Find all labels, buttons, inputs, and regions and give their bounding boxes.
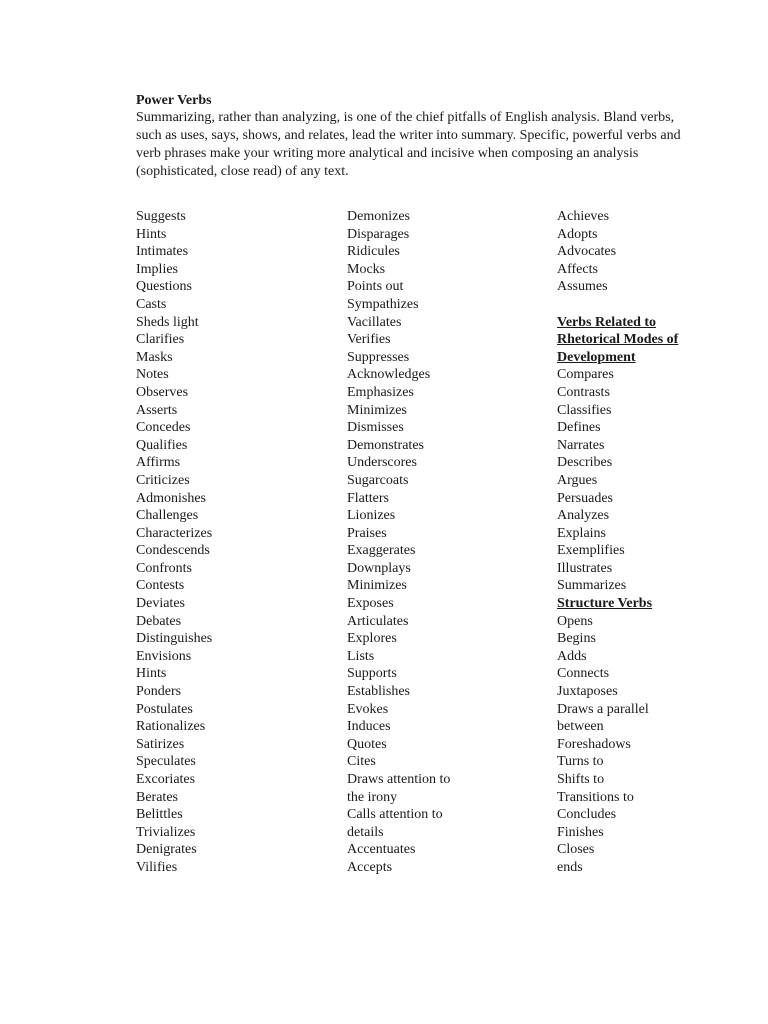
verb-item: Illustrates — [557, 560, 613, 576]
verb-column-2 — [347, 208, 547, 877]
verb-item: Concludes — [557, 807, 617, 823]
verb-item: Contrasts — [557, 384, 610, 400]
verb-item: Opens — [557, 613, 593, 629]
verb-item: Advocates — [557, 244, 617, 260]
verb-column-1 — [136, 208, 336, 877]
verb-column-3 — [557, 208, 707, 877]
verb-item: Observes — [136, 384, 189, 400]
verb-item: Underscores — [347, 455, 417, 471]
verb-item: Excoriates — [136, 772, 196, 787]
verb-item: Contests — [136, 578, 185, 594]
verb-item: Transitions to — [557, 789, 634, 805]
intro-paragraph — [136, 109, 684, 181]
verb-item: Connects — [557, 666, 610, 682]
verb-item: Points out — [347, 279, 404, 295]
verb-item: Classifies — [557, 402, 612, 418]
verb-item: Envisions — [136, 648, 192, 664]
verb-item: Satirizes — [136, 736, 185, 752]
verb-item: Exemplifies — [557, 543, 625, 559]
verb-item: Sugarcoats — [347, 472, 409, 488]
verb-item: Condescends — [136, 543, 210, 559]
verb-item: Belittles — [136, 807, 183, 823]
verb-item: Qualifies — [136, 437, 188, 453]
verb-item: Achieves — [557, 209, 610, 224]
verb-item: Summarizes — [557, 578, 627, 594]
verb-item: Affirms — [136, 455, 181, 471]
verb-item: Analyzes — [557, 508, 610, 524]
verb-item: Masks — [136, 349, 173, 365]
verb-item: Verifies — [347, 332, 391, 348]
verb-item: Explores — [347, 631, 397, 647]
verb-item: Denigrates — [136, 842, 197, 858]
verb-item: Evokes — [347, 701, 389, 717]
verb-item: Vilifies — [136, 859, 178, 875]
verb-item: Sympathizes — [347, 296, 419, 312]
verb-item: Characterizes — [136, 525, 213, 541]
verb-item: Establishes — [347, 684, 410, 700]
verb-item: Minimizes — [347, 578, 407, 594]
verb-item: Adds — [557, 648, 587, 664]
verb-item: Postulates — [136, 701, 193, 717]
verb-item: details — [347, 824, 384, 840]
verb-item: Begins — [557, 631, 596, 647]
verb-item: Debates — [136, 613, 182, 629]
verb-item: Clarifies — [136, 332, 185, 348]
verb-item: Accepts — [347, 859, 393, 875]
verb-item: Deviates — [136, 596, 185, 612]
spacer — [557, 296, 707, 314]
verb-item: Juxtaposes — [557, 684, 618, 700]
verb-item: Asserts — [136, 402, 178, 418]
verb-item: Adopts — [557, 226, 598, 242]
verb-item: Downplays — [347, 560, 411, 576]
verb-item: Dismisses — [347, 420, 404, 436]
section-heading-rhetorical-modes: Development — [557, 349, 636, 365]
verb-item: Criticizes — [136, 472, 190, 488]
verb-item: Persuades — [557, 490, 613, 506]
verb-item: Intimates — [136, 244, 189, 260]
verb-item: Implies — [136, 261, 178, 277]
verb-item: Admonishes — [136, 490, 206, 506]
verb-item: Exaggerates — [347, 543, 416, 559]
section-heading-rhetorical-modes: Rhetorical Modes of — [557, 332, 679, 348]
section-heading-rhetorical-modes: Verbs Related to — [557, 314, 657, 330]
verb-item: Articulates — [347, 613, 409, 629]
verb-item: Lists — [347, 648, 375, 664]
intro-line: such as uses, says, shows, and relates, lead the writer into summary. Specific, powerful verbs and — [136, 128, 681, 143]
section-heading-structure-verbs: Structure Verbs — [557, 596, 653, 612]
verb-item: Finishes — [557, 824, 604, 840]
verb-item: Praises — [347, 525, 387, 541]
verb-item: Casts — [136, 296, 167, 312]
verb-item: Minimizes — [347, 402, 407, 418]
verb-item: Notes — [136, 367, 169, 383]
verb-item: Confronts — [136, 560, 192, 576]
verb-item: Calls attention to — [347, 807, 443, 823]
verb-item: Demonizes — [347, 209, 410, 224]
verb-item: between — [557, 719, 604, 735]
verb-item: Disparages — [347, 226, 410, 242]
verb-item: Lionizes — [347, 508, 396, 524]
verb-item: Suggests — [136, 209, 186, 224]
verb-item: Supports — [347, 666, 397, 682]
verb-item: Rationalizes — [136, 719, 206, 735]
verb-item: Draws attention to — [347, 772, 451, 787]
verb-item: Hints — [136, 226, 167, 242]
verb-item: Hints — [136, 666, 167, 682]
verb-item: Mocks — [347, 261, 386, 277]
verb-item: Defines — [557, 420, 601, 436]
verb-item: Emphasizes — [347, 384, 414, 400]
verb-item: Exposes — [347, 596, 394, 612]
verb-item: Ridicules — [347, 244, 400, 260]
intro-line: Summarizing, rather than analyzing, is one of the chief pitfalls of English analysis. Bland verbs, — [136, 110, 675, 125]
verb-item: Speculates — [136, 754, 196, 770]
verb-item: Argues — [557, 472, 598, 488]
verb-item: Induces — [347, 719, 391, 735]
verb-item: Closes — [557, 842, 595, 858]
verb-item: Explains — [557, 525, 606, 541]
verb-item: Describes — [557, 455, 613, 471]
intro-line: verb phrases make your writing more analytical and incisive when composing an analysis — [136, 146, 639, 161]
verb-item: Vacillates — [347, 314, 402, 330]
verb-item: Challenges — [136, 508, 199, 524]
verb-item: Distinguishes — [136, 631, 213, 647]
verb-item: Assumes — [557, 279, 608, 295]
verb-item: Draws a parallel — [557, 701, 649, 717]
verb-item: Narrates — [557, 437, 605, 453]
verb-item: Trivializes — [136, 824, 196, 840]
verb-item: Flatters — [347, 490, 389, 506]
verb-item: Acknowledges — [347, 367, 431, 383]
verb-item: Foreshadows — [557, 736, 631, 752]
verb-item: Turns to — [557, 754, 604, 770]
verb-item: Sheds light — [136, 314, 199, 330]
verb-item: Suppresses — [347, 349, 410, 365]
page-title: Power Verbs — [136, 93, 212, 108]
verb-item: ends — [557, 859, 583, 875]
verb-item: Accentuates — [347, 842, 416, 858]
verb-item: Affects — [557, 261, 598, 277]
verb-item: Demonstrates — [347, 437, 424, 453]
verb-item: Ponders — [136, 684, 182, 700]
verb-item: Shifts to — [557, 772, 605, 787]
intro-line: (sophisticated, close read) of any text. — [136, 164, 349, 179]
verb-item: Compares — [557, 367, 614, 383]
verb-item: Questions — [136, 279, 192, 295]
verb-item: Quotes — [347, 736, 387, 752]
verb-item: Berates — [136, 789, 178, 805]
verb-item: Cites — [347, 754, 376, 770]
verb-item: Concedes — [136, 420, 191, 436]
verb-item: the irony — [347, 789, 398, 805]
